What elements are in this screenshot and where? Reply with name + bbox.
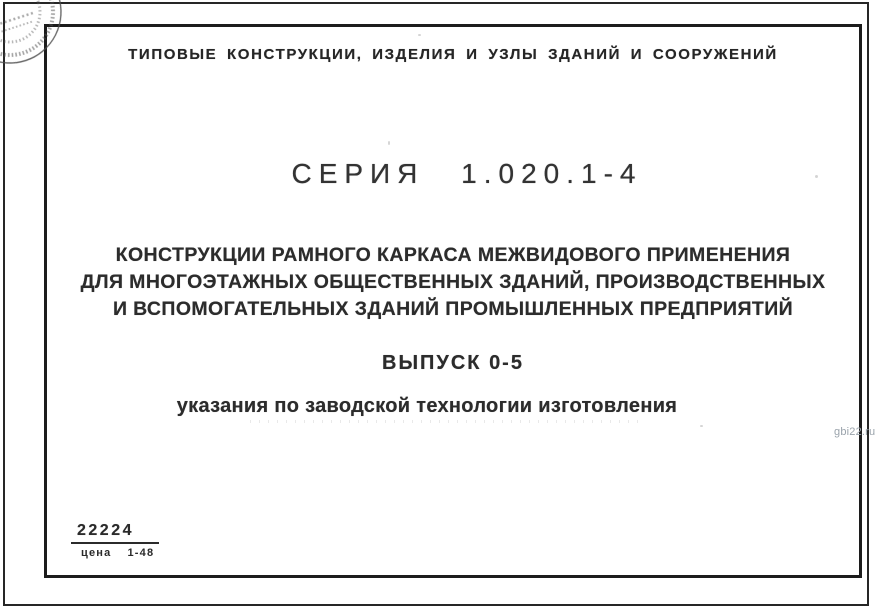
document-header: ТИПОВЫЕ КОНСТРУКЦИИ, ИЗДЕЛИЯ И УЗЛЫ ЗДАНИЙ И СООРУЖЕНИЙ (128, 46, 778, 63)
scan-speck (388, 141, 390, 145)
subject-line-1: КОНСТРУКЦИИ РАМНОГО КАРКАСА МЕЖВИДОВОГО ПРИМЕНЕНИЯ (115, 244, 791, 266)
price-line (71, 547, 159, 559)
subject-block (44, 242, 862, 323)
price-label: цена (81, 547, 112, 559)
subject-line-3: И ВСПОМОГАТЕЛЬНЫХ ЗДАНИЙ ПРОМЫШЛЕННЫХ ПРЕДПРИЯТИЙ (112, 298, 794, 320)
scan-speck (418, 34, 421, 36)
document-subtitle: указания по заводской технологии изготовления (176, 395, 678, 417)
site-watermark: gbi22.ru (834, 426, 876, 438)
imprint-divider (71, 542, 159, 544)
scan-speck (700, 425, 703, 427)
scan-artifact-line (250, 420, 640, 423)
price-value: 1-48 (127, 547, 155, 559)
doc-number: 22224 (77, 522, 134, 539)
subject-line-2: ДЛЯ МНОГОЭТАЖНЫХ ОБЩЕСТВЕННЫХ ЗДАНИЙ, ПРОИЗВОДСТВЕННЫХ (80, 271, 826, 293)
series-title: СЕРИЯ 1.020.1-4 (291, 158, 643, 189)
issue-label: ВЫПУСК 0-5 (382, 352, 524, 374)
imprint-block (71, 522, 159, 559)
